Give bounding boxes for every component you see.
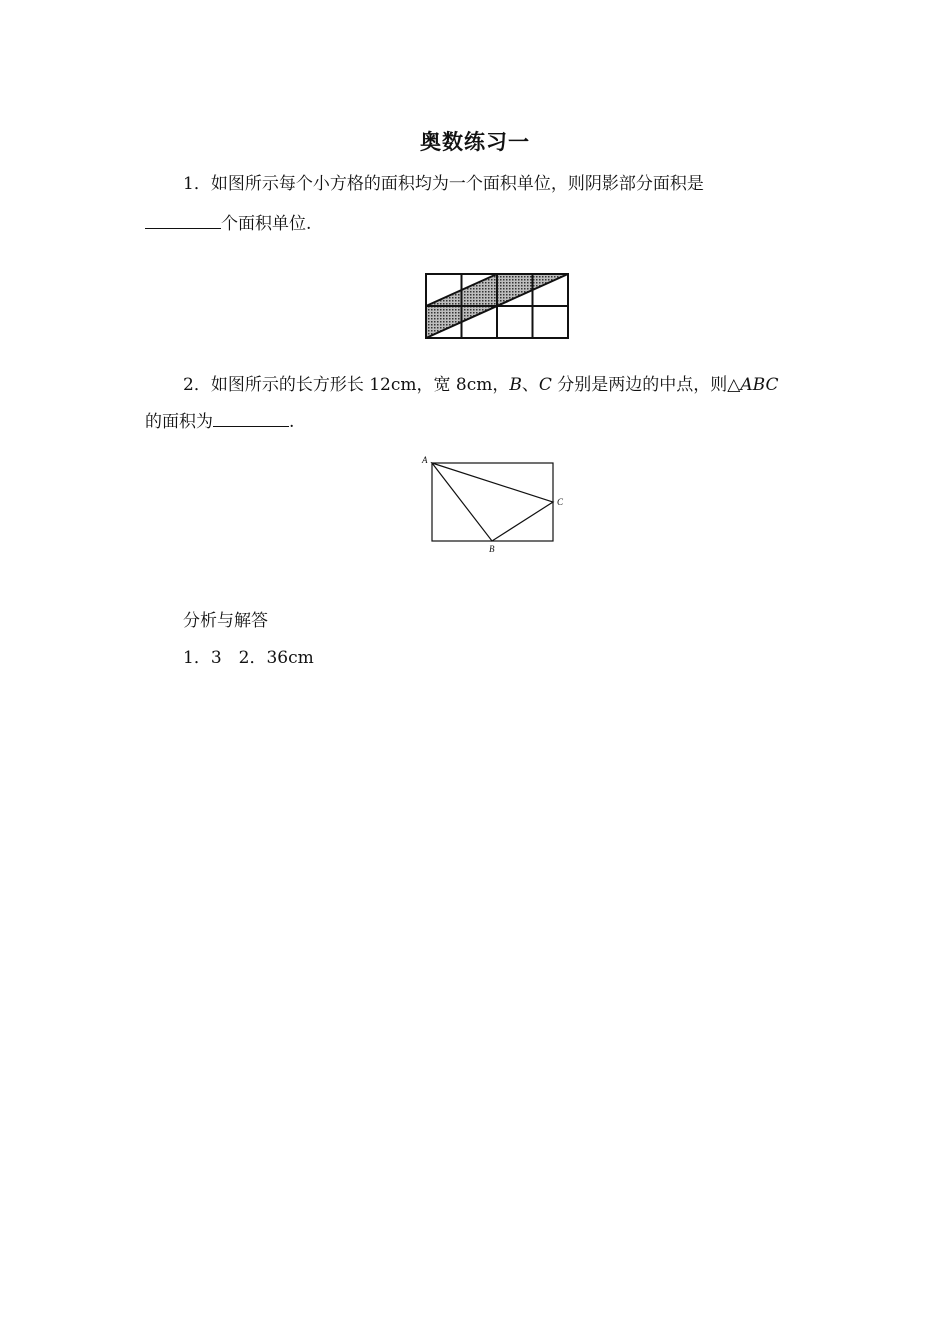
triangle-label: ABC [740,375,779,395]
question-2-text [183,373,778,397]
question-2-prefix: 的面积为 [145,412,213,432]
question-1-line-2 [145,212,311,236]
vertex-a-label: A [422,455,428,465]
question-1-text: 1．如图所示每个小方格的面积均为一个面积单位，则阴影部分面积是 [183,174,704,194]
question-2-suffix: . [289,412,295,432]
grid-figure [422,270,572,344]
answer-blank-1 [145,212,221,229]
rectangle-triangle-figure [418,452,570,556]
point-b-label: B [509,375,522,395]
answers-heading: 分析与解答 [183,611,268,631]
question-2-text-part: 分别是两边的中点，则△ [551,375,741,395]
question-1-suffix: 个面积单位. [221,214,312,234]
vertex-b-label: B [489,544,495,554]
question-2-line-2 [145,410,294,434]
question-2-text-part: 2．如图所示的长方形长 12cm，宽 8cm， [183,375,510,395]
question-2-separator: 、 [521,375,539,395]
point-c-label: C [538,375,552,395]
answer-blank-2 [213,410,289,427]
answers-text: 1．3 2．36cm [183,648,314,668]
page-title: 奥数练习一 [420,129,530,154]
vertex-c-label: C [557,497,564,507]
